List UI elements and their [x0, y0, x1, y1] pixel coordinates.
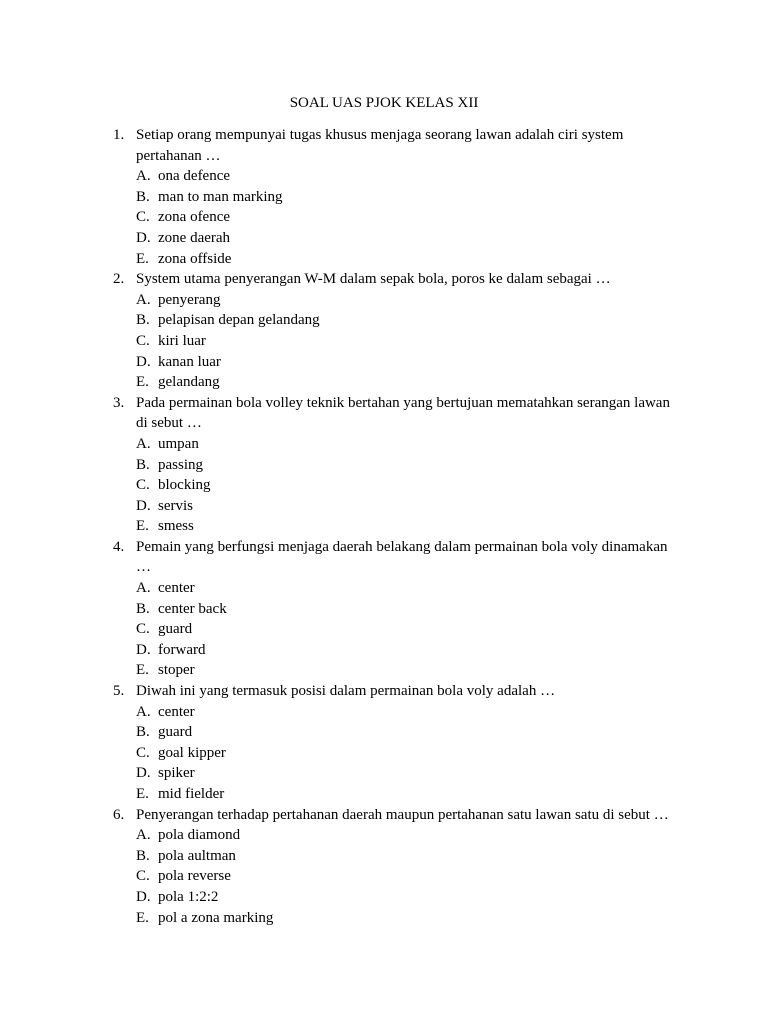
option-letter: E. [136, 250, 149, 267]
question-text: Pemain yang berfungsi menjaga daerah belakang dalam permainan bola voly dinamakan … [136, 538, 668, 576]
option-text: gelandang [158, 374, 220, 391]
option-text: center [158, 703, 195, 720]
question-text: Diwah ini yang termasuk posisi dalam permainan bola voly adalah … [136, 683, 556, 700]
option-letter: A. [136, 580, 151, 597]
option-letter: B. [136, 600, 150, 617]
option-letter: E. [136, 374, 149, 391]
option-text: spiker [158, 765, 195, 782]
answer-option [0, 455, 768, 476]
answer-option [0, 599, 768, 620]
question-text: Pada permainan bola volley teknik bertahan yang bertujuan mematahkan serangan lawan di sebut … [136, 394, 670, 432]
option-letter: C. [136, 868, 150, 885]
option-letter: A. [136, 168, 151, 185]
option-text: servis [158, 497, 193, 514]
option-letter: B. [136, 456, 150, 473]
option-letter: B. [136, 312, 150, 329]
option-text: pola reverse [158, 868, 231, 885]
option-letter: B. [136, 847, 150, 864]
answer-options [0, 702, 768, 805]
question-number: 1. [113, 127, 125, 143]
option-text: center [158, 580, 195, 597]
question-item [0, 393, 768, 537]
question-item [0, 805, 768, 929]
question-text: System utama penyerangan W-M dalam sepak bola, poros ke dalam sebagai … [136, 271, 611, 288]
option-letter: D. [136, 888, 151, 905]
answer-option [0, 722, 768, 743]
question-list [0, 125, 768, 928]
answer-option [0, 640, 768, 661]
option-text: passing [158, 456, 203, 473]
option-letter: C. [136, 744, 150, 761]
answer-option [0, 866, 768, 887]
answer-options [0, 290, 768, 393]
option-letter: C. [136, 209, 150, 226]
option-text: pola diamond [158, 827, 241, 844]
answer-options [0, 166, 768, 269]
option-letter: A. [136, 291, 151, 308]
answer-option [0, 228, 768, 249]
answer-options [0, 825, 768, 928]
option-letter: C. [136, 332, 150, 349]
answer-option [0, 743, 768, 764]
option-letter: C. [136, 621, 150, 638]
question-number: 2. [113, 271, 125, 288]
option-letter: E. [136, 786, 149, 802]
answer-option [0, 331, 768, 352]
question-item [0, 681, 768, 805]
option-text: stoper [158, 662, 195, 679]
option-letter: D. [136, 497, 151, 514]
answer-options [0, 578, 768, 681]
option-letter: E. [136, 518, 149, 535]
option-letter: A. [136, 827, 151, 844]
option-letter: C. [136, 477, 150, 494]
option-text: guard [158, 621, 193, 638]
option-letter: B. [136, 724, 150, 741]
option-letter: D. [136, 353, 151, 370]
answer-option [0, 846, 768, 867]
option-text: penyerang [158, 291, 221, 308]
option-letter: D. [136, 641, 151, 658]
answer-option [0, 352, 768, 373]
question-number: 6. [113, 806, 125, 823]
answer-option [0, 660, 768, 681]
option-text: zona offside [158, 250, 232, 267]
option-text: mid fielder [158, 786, 225, 802]
question-item [0, 125, 768, 269]
answer-option [0, 310, 768, 331]
option-letter: E. [136, 909, 149, 926]
answer-option [0, 496, 768, 517]
option-letter: B. [136, 188, 150, 205]
option-letter: A. [136, 703, 151, 720]
question-text: Setiap orang mempunyai tugas khusus menjaga seorang lawan adalah ciri system pertahanan … [136, 127, 624, 164]
question-number: 5. [113, 683, 125, 700]
option-text: goal kipper [158, 744, 226, 761]
option-text: zona ofence [158, 209, 231, 226]
answer-option [0, 763, 768, 784]
answer-option [0, 187, 768, 208]
option-text: blocking [158, 477, 211, 494]
answer-option [0, 784, 768, 805]
option-text: man to man marking [158, 188, 283, 205]
answer-option [0, 825, 768, 846]
option-letter: A. [136, 435, 151, 452]
answer-option [0, 434, 768, 455]
option-text: umpan [158, 435, 199, 452]
question-number: 3. [113, 394, 125, 411]
option-text: pol a zona marking [158, 909, 274, 926]
answer-option [0, 475, 768, 496]
option-text: kanan luar [158, 353, 221, 370]
answer-option [0, 249, 768, 270]
answer-option [0, 619, 768, 640]
question-item [0, 269, 768, 393]
option-text: guard [158, 724, 193, 741]
answer-option [0, 887, 768, 908]
option-text: pola aultman [158, 847, 236, 864]
question-item [0, 537, 768, 681]
option-text: smess [158, 518, 194, 535]
option-text: pola 1:2:2 [158, 888, 219, 905]
answer-option [0, 166, 768, 187]
answer-option [0, 516, 768, 537]
question-text: Penyerangan terhadap pertahanan daerah maupun pertahanan satu lawan satu di sebut … [136, 806, 669, 823]
document-title: SOAL UAS PJOK KELAS XII [289, 95, 479, 111]
option-text: zone daerah [158, 229, 231, 246]
question-number: 4. [113, 538, 125, 555]
option-letter: D. [136, 229, 151, 246]
answer-option [0, 207, 768, 228]
option-text: pelapisan depan gelandang [158, 312, 320, 329]
option-letter: E. [136, 662, 149, 679]
answer-option [0, 372, 768, 393]
option-text: center back [158, 600, 227, 617]
answer-option [0, 702, 768, 723]
answer-option [0, 290, 768, 311]
option-letter: D. [136, 765, 151, 782]
answer-option [0, 908, 768, 929]
option-text: ona defence [158, 168, 231, 185]
option-text: kiri luar [158, 332, 206, 349]
option-text: forward [158, 641, 206, 658]
answer-option [0, 578, 768, 599]
answer-options [0, 434, 768, 537]
